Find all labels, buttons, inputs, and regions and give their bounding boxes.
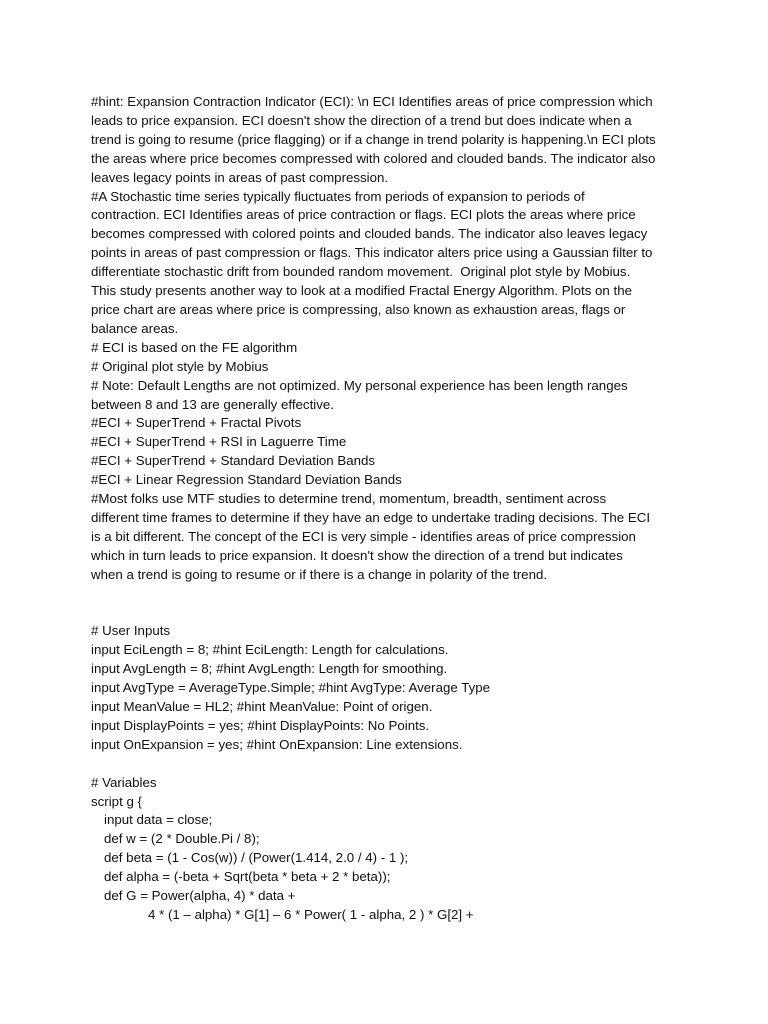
intro-section bbox=[91, 93, 691, 585]
intro-line: which in turn leads to price expansion. It doesn't show the direction of a trend but indicates bbox=[91, 547, 623, 563]
intro-line: the areas where price becomes compressed with colored and clouded bands. The indicator also bbox=[91, 150, 656, 166]
intro-line: is a bit different. The concept of the ECI is very simple - identifies areas of price compression bbox=[91, 528, 636, 544]
code-line: input OnExpansion = yes; #hint OnExpansion: Line extensions. bbox=[91, 736, 463, 752]
intro-line: different time frames to determine if they have an edge to undertake trading decisions. The ECI bbox=[91, 509, 651, 525]
code-line: def G = Power(alpha, 4) * data + bbox=[104, 888, 296, 904]
code-line: def w = (2 * Double.Pi / 8); bbox=[104, 831, 260, 847]
intro-line: balance areas. bbox=[91, 320, 179, 336]
code-line: input data = close; bbox=[104, 812, 213, 828]
code-line: input AvgLength = 8; #hint AvgLength: Length for smoothing. bbox=[91, 661, 448, 677]
intro-line: contraction. ECI Identifies areas of price contraction or flags. ECI plots the areas where price bbox=[91, 207, 636, 223]
script-open-line: script g { bbox=[91, 793, 142, 809]
intro-line: price chart are areas where price is compressing, also known as exhaustion areas, flags or bbox=[91, 301, 626, 317]
variables-heading: # Variables bbox=[91, 774, 157, 790]
intro-line: leaves legacy points in areas of past compression. bbox=[91, 169, 389, 185]
intro-line: This study presents another way to look at a modified Fractal Energy Algorithm. Plots on the bbox=[91, 283, 633, 299]
intro-line: #ECI + SuperTrend + Standard Deviation Bands bbox=[91, 453, 376, 469]
intro-line: #hint: Expansion Contraction Indicator (ECI): \n ECI Identifies areas of price compression which bbox=[91, 94, 653, 109]
intro-line: differentiate stochastic drift from bounded random movement. Original plot style by Mobius. bbox=[91, 264, 631, 280]
intro-line: #ECI + Linear Regression Standard Deviation Bands bbox=[91, 472, 402, 488]
code-line: def alpha = (-beta + Sqrt(beta * beta + 2 * beta)); bbox=[104, 869, 391, 885]
code-line: input EciLength = 8; #hint EciLength: Length for calculations. bbox=[91, 642, 449, 658]
intro-line: when a trend is going to resume or if there is a change in polarity of the trend. bbox=[91, 566, 548, 582]
intro-line: #ECI + SuperTrend + Fractal Pivots bbox=[91, 415, 302, 431]
intro-line: #A Stochastic time series typically fluctuates from periods of expansion to periods of bbox=[91, 188, 585, 204]
intro-line: # ECI is based on the FE algorithm bbox=[91, 339, 298, 355]
intro-line: # Original plot style by Mobius bbox=[91, 358, 269, 374]
intro-line: #ECI + SuperTrend + RSI in Laguerre Time bbox=[91, 434, 347, 450]
code-continuation-line: 4 * (1 – alpha) * G[1] – 6 * Power( 1 - alpha, 2 ) * G[2] + bbox=[148, 906, 474, 922]
intro-line: trend is going to resume (price flagging) or if a change in trend polarity is happening.\n ECI plots bbox=[91, 131, 656, 147]
blank-gap bbox=[91, 585, 691, 623]
code-line: input MeanValue = HL2; #hint MeanValue: Point of origen. bbox=[91, 698, 433, 714]
intro-line: #Most folks use MTF studies to determine trend, momentum, breadth, sentiment across bbox=[91, 491, 607, 507]
intro-line: leads to price expansion. ECI doesn't show the direction of a trend but does indicate when a bbox=[91, 112, 632, 128]
variables-section bbox=[91, 774, 691, 925]
inputs-heading: # User Inputs bbox=[91, 623, 171, 639]
code-line: def beta = (1 - Cos(w)) / (Power(1.414, 2.0 / 4) - 1 ); bbox=[104, 850, 409, 866]
intro-line: # Note: Default Lengths are not optimized. My personal experience has been length ranges bbox=[91, 377, 628, 393]
intro-line: between 8 and 13 are generally effective. bbox=[91, 396, 334, 412]
blank-gap bbox=[91, 755, 691, 774]
document-page bbox=[91, 93, 691, 925]
intro-line: points in areas of past compression or flags. This indicator alters price using a Gaussian filter to bbox=[91, 245, 653, 261]
intro-line: becomes compressed with colored points and clouded bands. The indicator also leaves legacy bbox=[91, 226, 648, 242]
code-line: input AvgType = AverageType.Simple; #hint AvgType: Average Type bbox=[91, 680, 491, 696]
user-inputs-section bbox=[91, 622, 691, 754]
code-line: input DisplayPoints = yes; #hint DisplayPoints: No Points. bbox=[91, 717, 430, 733]
